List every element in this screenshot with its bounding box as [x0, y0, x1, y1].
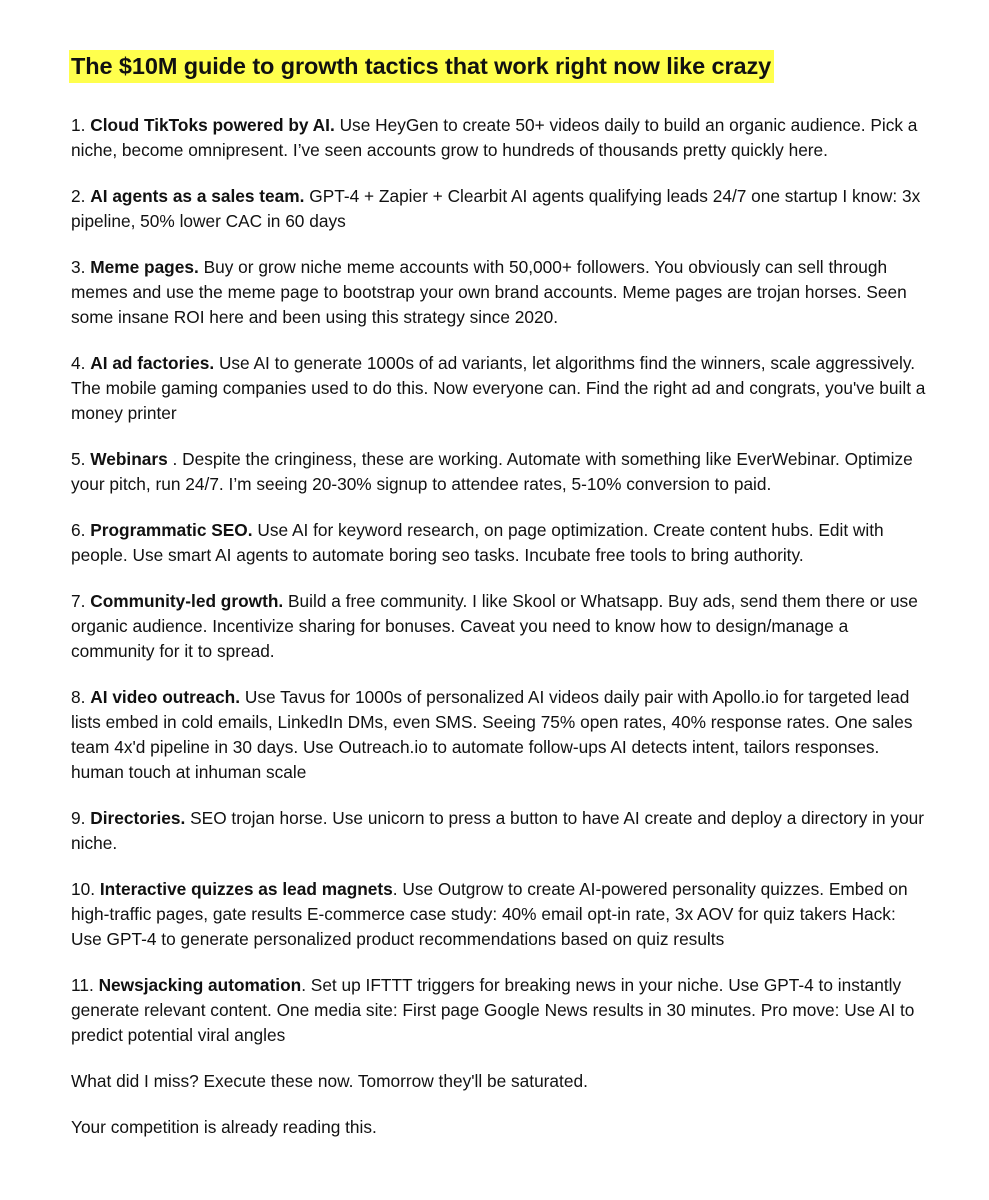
tactic-item	[71, 806, 929, 856]
tactic-number: 7.	[71, 591, 86, 611]
tactic-number: 9.	[71, 808, 86, 828]
tactic-number: 4.	[71, 353, 86, 373]
page-title: The $10M guide to growth tactics that work right now like crazy	[69, 50, 774, 83]
tactic-name: Newsjacking automation	[98, 975, 302, 995]
tactic-text: . Set up IFTTT triggers for breaking news in your niche. Use GPT-4 to instantly generate relevant content. One media site: First page Google News results in 30 minutes. Pro move: Use AI to predict potential viral angles	[71, 975, 915, 1045]
tactic-number: 3.	[71, 257, 86, 277]
tactic-text: Use AI to generate 1000s of ad variants, let algorithms find the winners, scale aggressively. The mobile gaming companies used to do this. Now everyone can. Find the right ad and congrats, you've built a money printer	[71, 353, 926, 423]
tactic-number: 2.	[71, 186, 86, 206]
tactic-item	[71, 518, 929, 568]
tactic-text: SEO trojan horse. Use unicorn to press a button to have AI create and deploy a directory in your niche.	[71, 808, 925, 853]
tactic-name: Webinars	[90, 449, 168, 469]
tactic-name: Directories.	[90, 808, 186, 828]
tactic-text: GPT-4 + Zapier + Clearbit AI agents qualifying leads 24/7 one startup I know: 3x pipeline, 50% lower CAC in 60 days	[71, 186, 921, 231]
tactic-item	[71, 877, 929, 952]
tactic-item	[71, 351, 929, 426]
tactic-number: 11.	[71, 975, 94, 995]
tactic-text: Buy or grow niche meme accounts with 50,000+ followers. You obviously can sell through memes and use the meme page to bootstrap your own brand accounts. Meme pages are trojan horses. Seen some insane ROI here and been using this strategy since 2020.	[71, 257, 907, 327]
tactic-item	[71, 184, 929, 234]
tactic-text: . Despite the cringiness, these are working. Automate with something like EverWebinar. Optimize your pitch, run 24/7. I’m seeing 20-30% signup to attendee rates, 5-10% conversion to paid.	[71, 449, 913, 494]
tactic-name: AI video outreach.	[90, 687, 241, 707]
tactic-name: Cloud TikToks powered by AI.	[90, 115, 335, 135]
tactic-text: . Use Outgrow to create AI-powered personality quizzes. Embed on high-traffic pages, gate results E-commerce case study: 40% email opt-in rate, 3x AOV for quiz takers Hack: Use GPT-4 to generate personalized product recommendations based on quiz results	[71, 879, 908, 949]
tactic-name: AI agents as a sales team.	[90, 186, 305, 206]
tactic-name: AI ad factories.	[90, 353, 215, 373]
tactic-item	[71, 113, 929, 163]
closing-question: What did I miss? Execute these now. Tomorrow they'll be saturated.	[71, 1071, 588, 1091]
tactic-name: Meme pages.	[90, 257, 199, 277]
tactic-item	[71, 973, 929, 1048]
tactic-text: Build a free community. I like Skool or Whatsapp. Buy ads, send them there or use organic audience. Incentivize sharing for bonuses. Caveat you need to know how to design/manage a community for it to spread.	[71, 591, 918, 661]
tactic-number: 5.	[71, 449, 86, 469]
tactic-text: Use Tavus for 1000s of personalized AI videos daily pair with Apollo.io for targeted lead lists embed in cold emails, LinkedIn DMs, even SMS. Seeing 75% open rates, 40% response rates. One sales team 4x'd pipeline in 30 days. Use Outreach.io to automate follow-ups AI detects intent, tailors responses. human touch at inhuman scale	[71, 687, 913, 782]
tactic-item	[71, 255, 929, 330]
tactic-number: 10.	[71, 879, 96, 899]
tactic-number: 6.	[71, 520, 86, 540]
tactic-number: 1.	[71, 115, 86, 135]
tactic-number: 8.	[71, 687, 86, 707]
tactic-item	[71, 685, 929, 785]
tactic-name: Interactive quizzes as lead magnets	[99, 879, 393, 899]
tactic-item	[71, 589, 929, 664]
tactic-name: Programmatic SEO.	[90, 520, 253, 540]
tactic-text: Use AI for keyword research, on page optimization. Create content hubs. Edit with people. Use smart AI agents to automate boring seo tasks. Incubate free tools to bring authority.	[71, 520, 884, 565]
tactic-text: Use HeyGen to create 50+ videos daily to build an organic audience. Pick a niche, become omnipresent. I’ve seen accounts grow to hundreds of thousands pretty quickly here.	[71, 115, 918, 160]
tactic-item	[71, 447, 929, 497]
tactic-name: Community-led growth.	[90, 591, 284, 611]
closing-statement: Your competition is already reading this.	[71, 1117, 377, 1137]
